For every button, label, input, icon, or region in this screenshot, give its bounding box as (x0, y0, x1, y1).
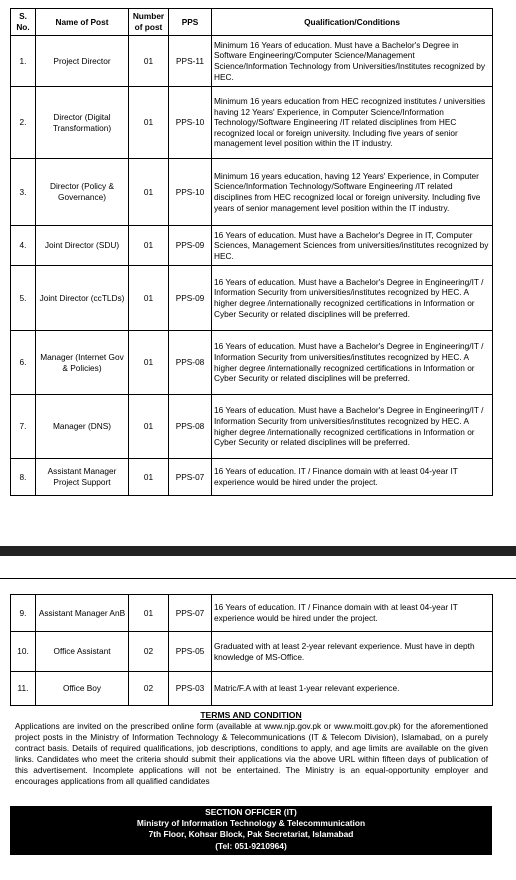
row-pps: PPS-09 (169, 266, 212, 331)
row-post-count: 02 (129, 672, 169, 706)
row-serial: 8. (11, 459, 36, 496)
contact-footer (10, 806, 492, 855)
row-qualification: 16 Years of education. Must have a Bachelor's Degree in IT, Computer Sciences, Management Sciences from universities/institutes recognized by HEC. (212, 226, 493, 266)
row-serial: 7. (11, 395, 36, 459)
row-post-count: 01 (129, 266, 169, 331)
row-qualification: Minimum 16 years education from HEC recognized institutes / universities having 12 Years' Experience, in Computer Science/Information Technology/Software Engineering /IT related disciplines from HEC recognized local or foreign university. Including five years of senior management level position within the IT industry. (212, 87, 493, 159)
table-row (11, 672, 493, 706)
row-pps: PPS-11 (169, 36, 212, 87)
row-qualification: 16 Years of education. IT / Finance domain with at least 04-year IT experience would be hired under the project. (212, 595, 493, 632)
row-post-name: Office Boy (36, 672, 129, 706)
row-pps: PPS-10 (169, 159, 212, 226)
row-post-name: Office Assistant (36, 632, 129, 672)
row-post-name: Project Director (36, 36, 129, 87)
footer-ministry-name: Ministry of Information Technology & Telecommunication (136, 818, 366, 829)
table-row (11, 459, 493, 496)
row-post-count: 01 (129, 395, 169, 459)
row-post-name: Director (Digital Transformation) (36, 87, 129, 159)
terms-title: TERMS AND CONDITION (200, 710, 302, 720)
table-row (11, 395, 493, 459)
row-serial: 1. (11, 36, 36, 87)
header-qualification: Qualification/Conditions (212, 9, 493, 36)
header-number-of-post: Number of post (129, 9, 169, 36)
row-qualification: Graduated with at least 2-year relevant experience. Must have in depth knowledge of MS-Office. (212, 632, 493, 672)
table-row (11, 632, 493, 672)
footer-telephone: (Tel: 051-9210964) (215, 840, 287, 851)
row-pps: PPS-10 (169, 87, 212, 159)
row-post-count: 01 (129, 36, 169, 87)
row-post-count: 01 (129, 87, 169, 159)
row-pps: PPS-07 (169, 595, 212, 632)
page-separator-bar (0, 546, 516, 556)
row-post-name: Manager (Internet Gov & Policies) (36, 331, 129, 395)
row-qualification: Matric/F.A with at least 1-year relevant experience. (212, 672, 493, 706)
row-pps: PPS-07 (169, 459, 212, 496)
row-qualification: Minimum 16 years education, having 12 Years' Experience, in Computer Science/Information Technology/Software Engineering /IT related disciplines from HEC recognized local or foreign university. Including five years of senior management level position within the IT industry. (212, 159, 493, 226)
row-pps: PPS-03 (169, 672, 212, 706)
row-post-name: Joint Director (ccTLDs) (36, 266, 129, 331)
row-serial: 4. (11, 226, 36, 266)
row-post-count: 01 (129, 226, 169, 266)
row-pps: PPS-08 (169, 395, 212, 459)
table-row (11, 331, 493, 395)
page-top-rule (0, 578, 516, 579)
row-qualification: Minimum 16 Years of education. Must have a Bachelor's Degree in Software Engineering/Computer Science/Management Science/Information Technology from Universities/Institutes recognized by HEC. (212, 36, 493, 87)
footer-address: 7th Floor, Kohsar Block, Pak Secretariat, Islamabad (148, 829, 354, 840)
row-serial: 9. (11, 595, 36, 632)
row-post-count: 02 (129, 632, 169, 672)
table-row (11, 226, 493, 266)
posts-table-page-1 (10, 8, 493, 496)
row-post-name: Director (Policy & Governance) (36, 159, 129, 226)
row-qualification: 16 Years of education. IT / Finance domain with at least 04-year IT experience would be hired under the project. (212, 459, 493, 496)
table-header-row (11, 9, 493, 36)
table-row (11, 36, 493, 87)
header-pps: PPS (169, 9, 212, 36)
row-serial: 10. (11, 632, 36, 672)
row-qualification: 16 Years of education. Must have a Bachelor's Degree in Engineering/IT / Information Security from universities/institutes recognized by HEC. A higher degree /internationally recognized certifications in Information or Cyber Security or related disciplines will be preferred. (212, 331, 493, 395)
row-post-count: 01 (129, 159, 169, 226)
row-post-count: 01 (129, 331, 169, 395)
posts-table-page-2 (10, 594, 493, 706)
header-name-of-post: Name of Post (36, 9, 129, 36)
row-qualification: 16 Years of education. Must have a Bachelor's Degree in Engineering/IT / Information Security from universities/institutes recognized by HEC. A higher degree /internationally recognized certifications in Information or Cyber Security or related disciplines will be preferred. (212, 395, 493, 459)
row-post-name: Assistant Manager Project Support (36, 459, 129, 496)
footer-office-title: SECTION OFFICER (IT) (205, 807, 297, 817)
terms-body: Applications are invited on the prescribed online form (available at www.njp.gov.pk or www.moitt.gov.pk) for the aforementioned project posts in the Ministry of Information Technology & Telecommunications (IT & Telecom Division), Islamabad, on a purely contract basis. Details of required qualifications, job descriptions, conditions to apply, and age limits are available on the given links. Candidates who meet the criteria should submit their applications via the above URL within fifteen days of publication of this advertisement. Incomplete applications will not be entertained. The Ministry is an equal-opportunity employer and encourages applications from all qualified candidates (15, 721, 488, 787)
row-post-count: 01 (129, 595, 169, 632)
row-serial: 2. (11, 87, 36, 159)
row-serial: 3. (11, 159, 36, 226)
row-post-count: 01 (129, 459, 169, 496)
row-pps: PPS-09 (169, 226, 212, 266)
row-pps: PPS-05 (169, 632, 212, 672)
header-serial-no: S. No. (11, 9, 36, 36)
row-serial: 5. (11, 266, 36, 331)
row-qualification: 16 Years of education. Must have a Bachelor's Degree in Engineering/IT / Information Security from universities/institutes recognized by HEC. A higher degree /internationally recognized certifications in Information or Cyber Security or related disciplines will be preferred. (212, 266, 493, 331)
table-row (11, 87, 493, 159)
table-row (11, 159, 493, 226)
table-row (11, 266, 493, 331)
row-serial: 6. (11, 331, 36, 395)
table-row (11, 595, 493, 632)
row-serial: 11. (11, 672, 36, 706)
row-post-name: Assistant Manager AnB (36, 595, 129, 632)
row-post-name: Joint Director (SDU) (36, 226, 129, 266)
row-pps: PPS-08 (169, 331, 212, 395)
row-post-name: Manager (DNS) (36, 395, 129, 459)
